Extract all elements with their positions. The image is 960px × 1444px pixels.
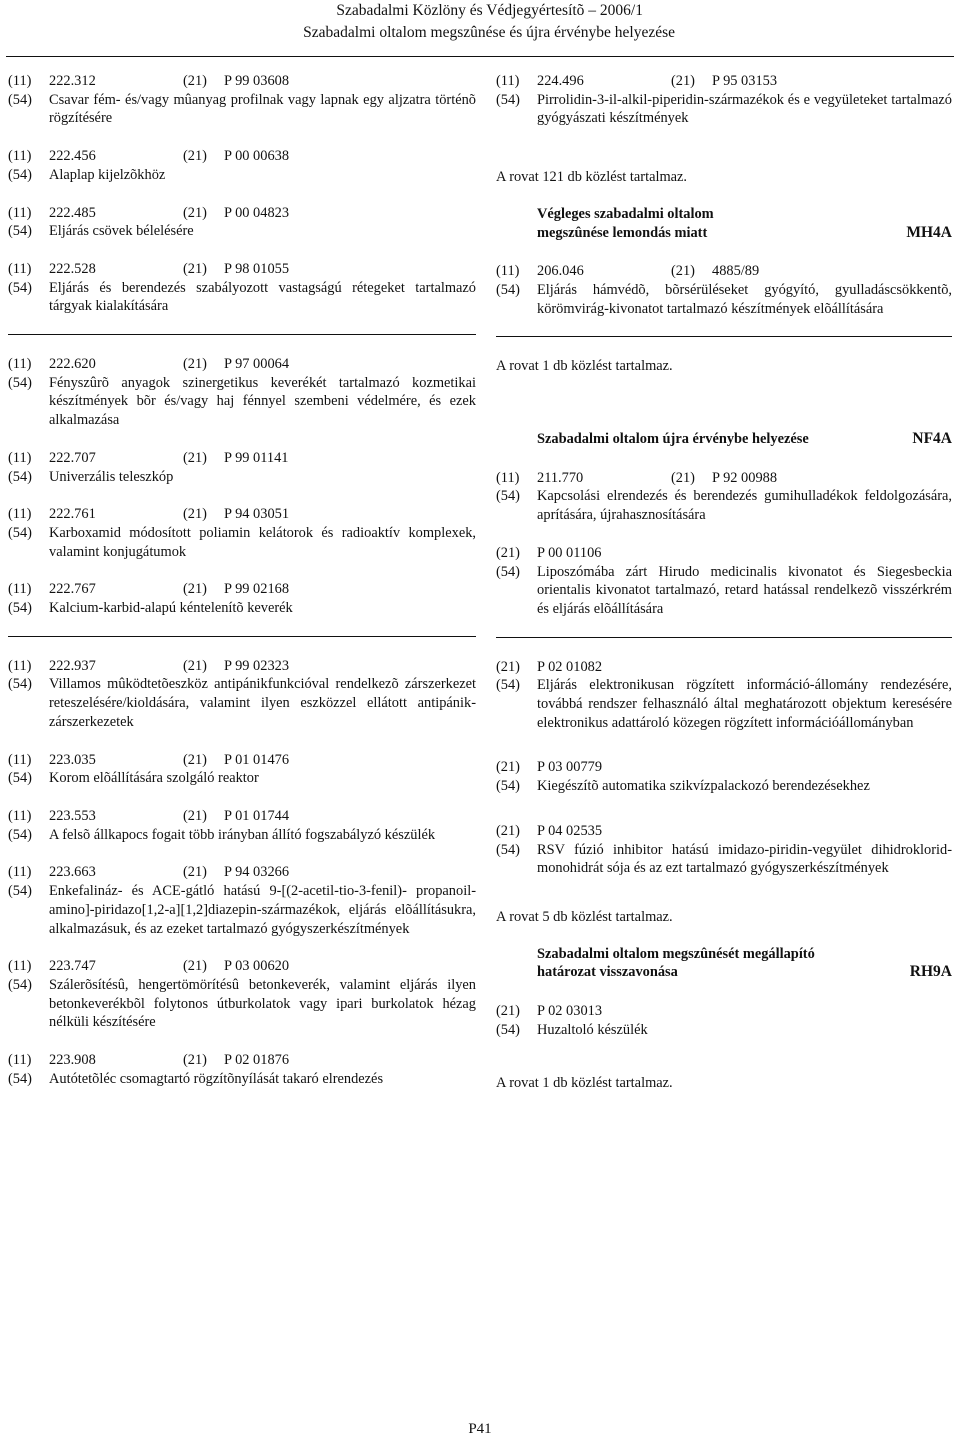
patent-number: 222.761 [49, 506, 96, 523]
code-11: (11) [8, 204, 32, 221]
application-number: P 94 03266 [224, 864, 290, 881]
patent-title: Szálerõsítésû, hengertömörítésû betonkeverék, valamint eljárás ilyen betonkeverékbõl folytonos útburkolatok vagy ipari burkolatok hézag nélküli készítésére [49, 976, 476, 1031]
right-column [496, 72, 952, 1111]
patent-entry [8, 1051, 476, 1088]
section-label [537, 205, 714, 242]
patent-number: 222.485 [49, 204, 96, 221]
patent-number: 222.707 [49, 449, 96, 466]
code-11: (11) [8, 356, 32, 373]
patent-title: Kalcium-karbid-alapú kéntelenítõ keverék [49, 600, 293, 617]
application-number: P 99 03608 [224, 73, 290, 89]
patent-number: 223.035 [49, 751, 96, 768]
section-code: RH9A [909, 963, 952, 981]
application-number: P 03 00620 [224, 958, 290, 975]
code-54: (54) [496, 488, 520, 505]
code-21: (21) [496, 1003, 520, 1020]
code-21: (21) [183, 73, 207, 89]
code-11: (11) [8, 260, 32, 277]
code-11: (11) [8, 581, 32, 598]
code-11: (11) [496, 263, 520, 280]
code-11: (11) [8, 1052, 32, 1069]
code-21: (21) [183, 807, 207, 824]
section-summary: A rovat 121 db közlést tartalmaz. [496, 169, 688, 186]
patent-title: Csavar fém- és/vagy mûanyag profilnak vagy lapnak egy aljzatra történõ rögzítésére [49, 91, 476, 127]
patent-title: Eljárás elektronikusan rögzített információ-állomány rendezésére, továbbá rendszer felhasználó által meghatározott objektum keresésére elektronikus adattároló közegen rögzített információállományban [537, 677, 952, 731]
code-21: (21) [496, 822, 520, 839]
code-54: (54) [8, 826, 32, 843]
patent-number: 222.528 [49, 260, 96, 277]
code-54: (54) [496, 778, 520, 795]
application-number: P 04 02535 [537, 822, 603, 839]
code-54: (54) [8, 976, 32, 993]
code-21: (21) [496, 544, 520, 561]
section-heading-mh4a [496, 205, 952, 242]
code-11: (11) [8, 148, 32, 165]
code-21: (21) [183, 581, 207, 598]
section-heading-rh9a [496, 945, 952, 982]
patent-number: 222.620 [49, 356, 96, 373]
code-21: (21) [183, 1052, 207, 1069]
code-21: (21) [183, 204, 207, 221]
application-number: P 02 01876 [224, 1052, 290, 1069]
code-11: (11) [8, 657, 32, 674]
code-54: (54) [496, 563, 520, 580]
application-number: P 00 04823 [224, 204, 290, 221]
patent-number: 206.046 [537, 263, 584, 280]
application-number: P 00 01106 [537, 544, 602, 561]
code-54: (54) [8, 374, 32, 391]
patent-entry [496, 469, 952, 525]
page-header [0, 0, 960, 52]
application-number: P 99 02323 [224, 657, 290, 674]
patent-entry [8, 957, 476, 1032]
application-number: P 02 03013 [537, 1003, 603, 1020]
code-11: (11) [8, 864, 32, 881]
section-summary: A rovat 1 db közlést tartalmaz. [496, 1074, 673, 1091]
application-number: P 01 01476 [224, 751, 290, 768]
application-number: 4885/89 [712, 263, 760, 280]
section-label-line: határozat visszavonása [537, 964, 678, 981]
code-11: (11) [496, 469, 520, 486]
code-54: (54) [8, 1070, 32, 1087]
patent-number: 223.747 [49, 958, 96, 975]
code-54: (54) [8, 223, 32, 240]
application-number: P 03 00779 [537, 759, 603, 776]
patent-entry [8, 751, 476, 788]
code-21: (21) [183, 751, 207, 768]
section-label-line: megszûnése lemondás miatt [537, 224, 708, 241]
code-11: (11) [496, 73, 520, 89]
journal-title: Szabadalmi Közlöny és Védjegyértesítõ – 2006/1 [336, 2, 643, 19]
section-label: Szabadalmi oltalom újra érvénybe helyezése [537, 431, 809, 448]
section-heading-nf4a [496, 430, 952, 449]
patent-title: Kapcsolási elrendezés és berendezés gumihulladékok feldolgozására, aprítására, újrahasznosítására [537, 488, 952, 524]
patent-entry [8, 505, 476, 561]
patent-entry [496, 72, 952, 128]
section-summary: A rovat 5 db közlést tartalmaz. [496, 908, 673, 925]
section-code: MH4A [906, 223, 952, 241]
patent-number: 222.456 [49, 148, 96, 165]
code-54: (54) [496, 677, 520, 694]
section-label [537, 945, 815, 982]
code-11: (11) [8, 807, 32, 824]
code-54: (54) [8, 279, 32, 296]
patent-title: A felsõ állkapocs fogait több irányban állító fogszabályzó készülék [49, 826, 436, 843]
application-number: P 99 01141 [224, 449, 289, 466]
patent-number: 223.908 [49, 1052, 96, 1069]
application-number: P 92 00988 [712, 469, 778, 486]
application-number: P 95 03153 [712, 73, 778, 89]
code-11: (11) [8, 958, 32, 975]
patent-title: Alaplap kijelzõkhöz [49, 166, 166, 183]
code-54: (54) [8, 468, 32, 485]
patent-title: Autótetõléc csomagtartó rögzítõnyílását takaró elrendezés [49, 1070, 384, 1087]
code-21: (21) [496, 759, 520, 776]
patent-entry [496, 1002, 952, 1039]
code-11: (11) [8, 73, 32, 89]
patent-entry [8, 863, 476, 938]
code-21: (21) [183, 260, 207, 277]
code-11: (11) [8, 449, 32, 466]
code-21: (21) [671, 469, 695, 486]
page-number: P41 [468, 1421, 492, 1437]
code-21: (21) [496, 658, 520, 675]
patent-entry [8, 260, 476, 335]
patent-number: 224.496 [537, 73, 584, 89]
patent-entry [8, 807, 476, 844]
patent-title: Villamos mûködtetõeszköz antipánikfunkcióval rendelkezõ zárszerkezet reteszelésére/kioldására, valamint ilyen eszközzel ellátott antipánik-zárszerkezetek [49, 676, 476, 730]
code-54: (54) [8, 91, 32, 108]
code-54: (54) [8, 676, 32, 693]
patent-entry [8, 204, 476, 241]
patent-entry [496, 544, 952, 638]
patent-entry [8, 449, 476, 486]
application-number: P 01 01744 [224, 807, 290, 824]
patent-title: Korom elõállítására szolgáló reaktor [49, 770, 259, 787]
application-number: P 02 01082 [537, 658, 603, 675]
patent-entry [496, 658, 952, 733]
patent-entry [8, 355, 476, 430]
patent-title: Pirrolidin-3-il-alkil-piperidin-származékok és e vegyületeket tartalmazó gyógyászati készítmények [537, 91, 952, 127]
patent-number: 223.663 [49, 864, 96, 881]
code-21: (21) [183, 356, 207, 373]
code-54: (54) [8, 883, 32, 900]
code-54: (54) [496, 91, 520, 108]
patent-title: Fényszûrõ anyagok szinergetikus keverékét tartalmazó kozmetikai készítmények bõr és/vagy haj fénnyel szembeni védelmére, és ezek alkalmazása [49, 374, 476, 429]
patent-entry [496, 758, 952, 795]
code-21: (21) [183, 506, 207, 523]
patent-entry [496, 262, 952, 337]
patent-entry [8, 657, 476, 732]
code-21: (21) [183, 864, 207, 881]
code-54: (54) [8, 524, 32, 541]
patent-title: Liposzómába zárt Hirudo medicinalis kivonatot és Siegesbeckia orientalis kivonatot tartalmazó, retard hatással rendelkezõ visszérkrém és eljárás elõállítására [537, 563, 952, 617]
code-54: (54) [8, 166, 32, 183]
patent-title: Karboxamid módosított poliamin kelátorok és radioaktív komplexek, valamint konjugátumok [49, 524, 476, 560]
patent-entry [496, 822, 952, 878]
section-summary: A rovat 1 db közlést tartalmaz. [496, 358, 673, 375]
code-54: (54) [496, 281, 520, 298]
patent-entry [8, 580, 476, 636]
patent-title: Enkefalináz- és ACE-gátló hatású 9-[(2-acetil-tio-3-fenil)- propanoil-amino]-piridazo[1,2-a][1,2]diazepin-származékok, eljárás elõállításukra, alkalmazásuk, és az ezeket tartalmazó gyógyszerkészítmények [49, 883, 476, 937]
patent-number: 222.312 [49, 73, 96, 89]
code-54: (54) [8, 770, 32, 787]
code-11: (11) [8, 751, 32, 768]
header-rule [6, 56, 954, 57]
patent-entry [8, 72, 476, 128]
code-21: (21) [671, 263, 695, 280]
section-code: NF4A [912, 430, 952, 448]
code-21: (21) [671, 73, 695, 89]
patent-title: Eljárás és berendezés szabályozott vastagságú rétegeket tartalmazó tárgyak kialakítására [49, 279, 476, 315]
code-21: (21) [183, 657, 207, 674]
application-number: P 99 02168 [224, 581, 290, 598]
application-number: P 97 00064 [224, 356, 290, 373]
patent-title: Univerzális teleszkóp [49, 468, 174, 485]
patent-title: Eljárás hámvédõ, bõrsérüléseket gyógyító, gyulladáscsökkentõ, körömvirág-kivonatot tartalmazó készítmények elõállítására [537, 281, 952, 317]
patent-title: Huzaltoló készülék [537, 1021, 648, 1038]
code-54: (54) [496, 1021, 520, 1038]
code-21: (21) [183, 958, 207, 975]
code-54: (54) [496, 841, 520, 858]
patent-number: 222.937 [49, 657, 96, 674]
code-11: (11) [8, 506, 32, 523]
patent-title: RSV fúzió inhibitor hatású imidazo-piridin-vegyület dihidroklorid-monohidrát sója és az ezt tartalmazó gyógyszerkészítmények [537, 841, 952, 877]
patent-number: 211.770 [537, 469, 584, 486]
section-title: Szabadalmi oltalom megszûnése és újra érvénybe helyezése [303, 24, 675, 41]
code-21: (21) [183, 449, 207, 466]
section-label-line: Szabadalmi oltalom megszûnését megállapító [537, 945, 815, 962]
application-number: P 00 00638 [224, 148, 290, 165]
patent-number: 223.553 [49, 807, 96, 824]
application-number: P 98 01055 [224, 260, 290, 277]
code-54: (54) [8, 600, 32, 617]
patent-number: 222.767 [49, 581, 96, 598]
section-label-line: Végleges szabadalmi oltalom [537, 205, 714, 222]
patent-title: Eljárás csövek bélelésére [49, 223, 194, 240]
application-number: P 94 03051 [224, 506, 290, 523]
left-column [8, 72, 476, 1107]
code-21: (21) [183, 148, 207, 165]
patent-entry [8, 147, 476, 184]
patent-title: Kiegészítõ automatika szikvízpalackozó berendezésekhez [537, 778, 870, 795]
